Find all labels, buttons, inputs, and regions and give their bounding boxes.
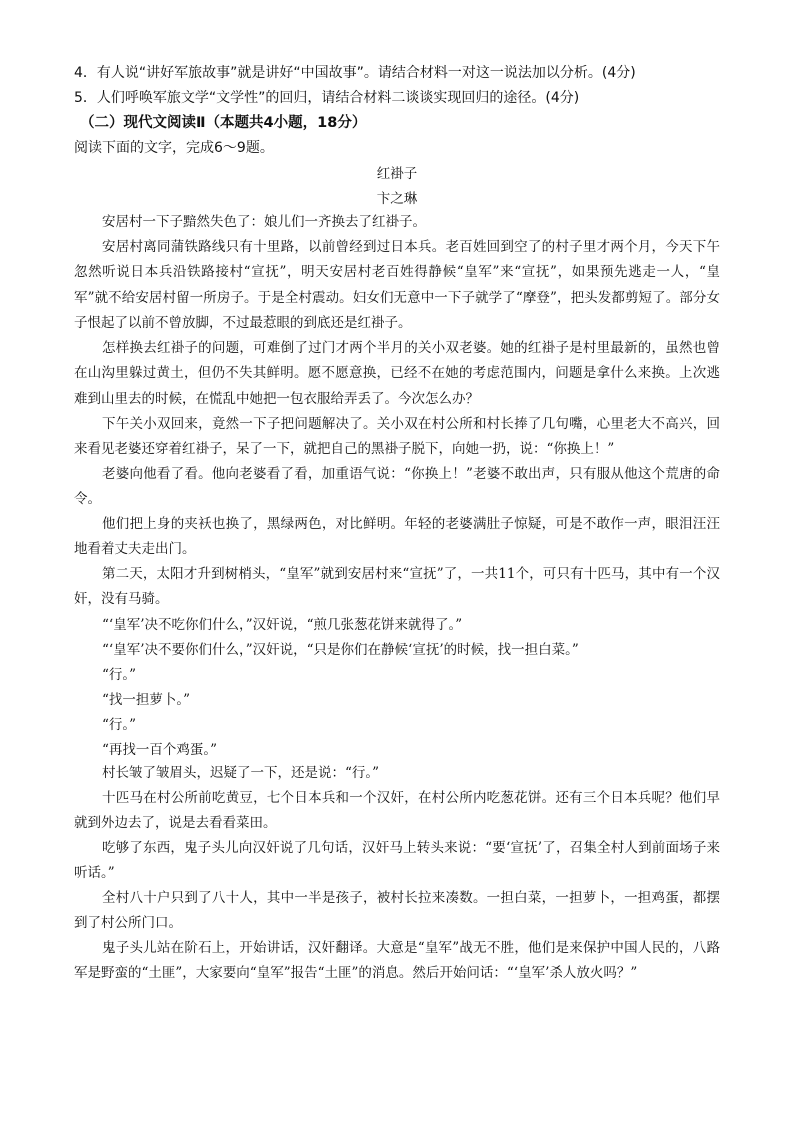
dialogue-line: “再找一百个鸡蛋。” xyxy=(102,742,218,758)
dialogue-line: “‘皇军’决不吃你们什么，”汉奸说，“煎几张葱花饼来就得了。” xyxy=(102,617,463,633)
story-paragraph-5: 老婆向他看了看。他向老婆看了看，加重语气说：“你换上！”老婆不敢出声，只有服从他这个荒唐的命令。 xyxy=(74,466,720,508)
story-paragraph-6: 他们把上身的夹袄也换了，黑绿两色，对比鲜明。年轻的老婆满肚子惊疑，可是不敢作一声，眼泪汪汪地看着丈夫走出门。 xyxy=(74,516,720,558)
story-paragraph-4: 下午关小双回来，竟然一下子把问题解决了。关小双在村公所和村长捧了几句嘴，心里老大不高兴，回来看见老婆还穿着红褂子，呆了一下，就把自己的黑褂子脱下，向她一扔，说：“你换上！” xyxy=(74,416,720,458)
story-paragraph-11: 全村八十户只到了八十人，其中一半是孩子，被村长拉来凑数。一担白菜，一担萝卜，一担鸡蛋，都摆到了村公所门口。 xyxy=(74,890,720,932)
story-paragraph-3: 怎样换去红褂子的问题，可难倒了过门才两个半月的关小双老婆。她的红褂子是村里最新的，虽然也曾在山沟里躲过黄土，但仍不失其鲜明。愿不愿意换，已经不在她的考虑范围内，问题是拿什么来换。上次逃难到山里去的时候，在慌乱中她把一包衣服给弄丢了。今次怎么办？ xyxy=(74,340,720,407)
dialogue-line: “‘皇军’决不要你们什么，”汉奸说，“只是你们在静候‘宣抚’的时候，找一担白菜。” xyxy=(102,642,579,658)
section-instruction: 阅读下面的文字，完成6～9题。 xyxy=(74,140,274,156)
story-title: 红褂子 xyxy=(376,166,418,182)
question-5: 5．人们呼唤军旅文学“文学性”的回归，请结合材料二谈谈实现回归的途径。(4分) xyxy=(74,90,580,106)
story-paragraph-10: 吃够了东西，鬼子头儿向汉奸说了几句话，汉奸马上转头来说：“要‘宣抚’了，召集全村人到前面场子来听话。” xyxy=(74,840,720,882)
story-paragraph-1: 安居村一下子黯然失色了：娘儿们一齐换去了红褂子。 xyxy=(102,214,426,230)
section-heading: （二）现代文阅读Ⅱ（本题共4小题，18分） xyxy=(80,115,367,131)
question-4: 4．有人说“讲好军旅故事”就是讲好“中国故事”。请结合材料一对这一说法加以分析。(4分) xyxy=(74,65,636,81)
story-paragraph-12: 鬼子头儿站在阶石上，开始讲话，汉奸翻译。大意是“皇军”战无不胜，他们是来保护中国人民的，八路军是野蛮的“土匪”，大家要向“皇军”报告“土匪”的消息。然后开始问话：“‘皇军’杀人放火吗？” xyxy=(74,940,720,982)
story-paragraph-9: 十匹马在村公所前吃黄豆，七个日本兵和一个汉奸，在村公所内吃葱花饼。还有三个日本兵呢？他们早就到外边去了，说是去看看菜田。 xyxy=(74,790,720,832)
story-paragraph-8: 村长皱了皱眉头，迟疑了一下，还是说：“行。” xyxy=(102,765,380,781)
dialogue-line: “找一担萝卜。” xyxy=(102,692,191,708)
story-paragraph-2: 安居村离同蒲铁路线只有十里路，以前曾经到过日本兵。老百姓回到空了的村子里才两个月，今天下午忽然听说日本兵沿铁路接村“宣抚”，明天安居村老百姓得静候“皇军”来“宣抚”，如果预先逃走一人，“皇军”就不给安居村留一所房子。于是全村震动。妇女们无意中一下子就学了“摩登”，把头发都剪短了。部分女子恨起了以前不曾放脚，不过最惹眼的到底还是红褂子。 xyxy=(74,239,720,331)
story-author: 卞之琳 xyxy=(376,191,418,207)
dialogue-line: “行。” xyxy=(102,717,137,733)
story-paragraph-7: 第二天，太阳才升到树梢头，“皇军”就到安居村来“宣抚”了，一共11个，可只有十匹马，其中有一个汉奸，没有马骑。 xyxy=(74,566,720,608)
dialogue-line: “行。” xyxy=(102,667,137,683)
